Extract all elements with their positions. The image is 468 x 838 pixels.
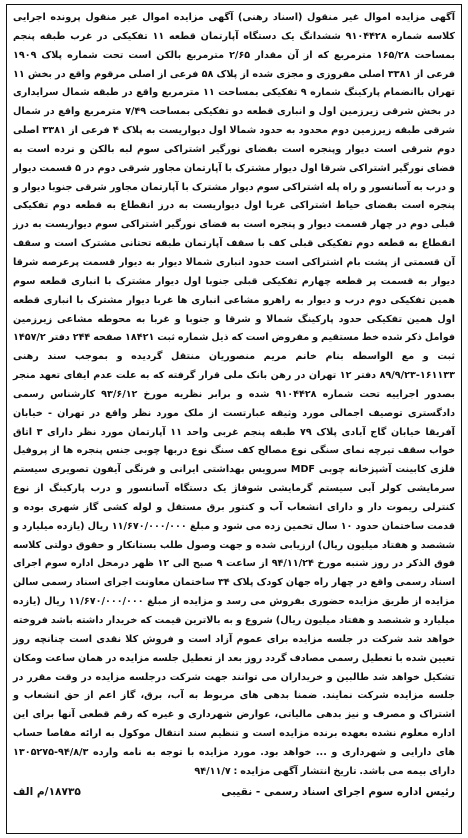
notice-body: آگهی مزایده اموال غیر منقول (اسناد رهنی) آگهی مزایده اموال غیر منقول پرونده اجرایی کلاسه شماره ۹۱۰۴۴۲۸ ششدانگ یک دستگاه آپارتمان قطعه ۱۱ تفکیکی در غرب طبقه پنجم بمساحت ۱۶۵/۲۸ مترمربع که از آن مقدار ۲/۶۵ مترمربع بالکن است تحت شماره پلاک ۱۹۰۹ فرعی از ۳۳۸۱ اصلی مفروزی و مجزی شده از پلاک ۵۸ فرعی از اصلی مرقوم واقع در بخش ۱۱ تهران باانضمام پارکینگ شماره ۹ تفکیکی بمساحت ۱۱ مترمربع واقع در طبقه شمال سرایداری در بخش شرقی زیرزمین اول و انباری قطعه دو تفکیکی بمساحت ۷/۴۹ مترمربع واقع در شمال شرقی طبقه زیرزمین دوم محدود به حدود شمالا اول دیواریست به پلاک ۴ فرعی از ۳۳۸۱ اصلی دوم شرقی است دیوار وپنجره است بفضای نورگیر اشتراکی سوم لبه بالکن و نرده است به فضای نورگیر اشتراکی شرقا اول دیوار مشترک با آپارتمان مجاور شرقی دوم در ۵ قسمت دیوار و درب به آسانسور و راه پله اشتراکی سوم دیوار مشترک با آپارتمان مجاور شرقی جنوبا دیوار و پنجره است بفضای حیاط اشتراکی غربا اول دیواریست به درز انقطاع به قطعه دوم تفکیکی قبلی دوم در چهار قسمت دیوار و پنجره است به فضای نورگیر اشتراکی سوم دیواریست به درز انقطاع به قطعه دوم تفکیکی قبلی کف با سقف آپارتمان طبقه تحتانی مشترک است و سقف آن قسمتی از پشت بام اشتراکی است حدود انباری شمالا دیوار به دیوار قسمت پرعرصه شرقا دیوار به قسمت پر قطعه چهارم تفکیکی قبلی جنوبا اول دیوار مشترک با انباری قطعه سوم همین تفکیکی دوم درب و دیوار به راهرو مشاعی انباری ها غربا دیوار مشترک با انباری قطعه اول همین تفکیکی حدود پارکینگ شمالا و شرقا و جنوبا و غربا به محوطه مشاعی زیرزمین فوامل ذکر شده خط مستقیم و مفروض است که ذیل شماره ثبت ۱۸۴۲۱ صفحه ۲۴۴ دفتر ۱۴۵۷/۲ ثبت و مع الواسطه بنام خانم مریم منصوریان منتقل گردیده و بموجب سند رهنی ۱۶۱۱۳۳-۸۹/۹/۲۳ دفتر ۱۲ تهران در رهن بانک ملی قرار گرفته که به علت عدم ایفای تعهد منجر بصدور اجراییه تحت شماره ۹۱۰۴۴۲۸ شده و برابر نظریه مورخ ۹۳/۶/۱۲ کارشناس رسمی دادگستری توصیف اجمالی مورد وثیقه عبارتست از ملک مورد نظر واقع در تهران - خیابان آفریقا خیابان گاج آبادی پلاک ۷۹ طبقه پنجم غربی واحد ۱۱ آپارتمان مورد نظر دارای ۳ اتاق خواب سقف تیرچه نمای سنگی نوع مصالح کف سنگ نوع دربها چوبی جنس پنجره ها از پروفیل فلزی کابینت آشپزخانه چوبی MDF سرویس بهداشتی ایرانی و فرنگی آیفون تصویری سیستم سرمایشی کولر آبی سیستم گرمایشی شوفاژ یک دستگاه آسانسور و درب پارکینگ از نوع کنترلی ریموت دار و دارای انشعاب آب و کنتور برق مستقل و لوله کشی گاز شهری بوده و قدمت ساختمان حدود ۱۰ سال تخمین زده می شود و مبلغ ۱۱/۶۷۰/۰۰۰/۰۰۰ ریال (یازده میلیارد و ششصد و هفتاد میلیون ریال) ارزیابی شده و جهت وصول طلب بستانکار و حقوق دولتی کلاسه فوق الذکر در روز شنبه مورخ ۹۴/۱۱/۲۴ از ساعت ۹ صبح الی ۱۲ ظهر درمحل اداره سوم اجرای اسناد رسمی واقع در چهار راه جهان کودک پلاک ۳۴ ساختمان معاونت اجرای اسناد رسمی سالن مزایده از طریق مزایده حضوری بفروش می رسد و مزایده از مبلغ ۱۱/۶۷۰/۰۰۰/۰۰۰ ریال (یازده میلیارد و ششصد و هفتاد میلیون ریال) شروع و به بالاترین قیمت که خریدار داشته باشد فروخته خواهد شد شرکت در جلسه مزایده برای عموم آزاد است و فروش کلا نقدی است چنانچه روز تعیین شده با تعطیل رسمی مصادف گردد روز بعد از تعطیل جلسه مزایده در همان ساعت ومکان تشکیل خواهد شد طالبین و خریداران می توانند جهت شرکت درجلسه مزایده در وقت مقرر در جلسه مزایده شرکت نمایند. ضمنا بدهی های مربوط به آب، برق، گاز اعم از حق انشعاب و اشتراک و مصرف و نیز بدهی مالیاتی، عوارض شهرداری و غیره که رقم قطعی آنها برای این اداره معلوم نشده بعهده برنده مزایده است و تنظیم سند انتقال موکول به ارائه مفاصا حساب های دارایی و شهرداری و ... خواهد بود. مورد مزایده با توجه به نامه وارده ۹۴/۸/۳-۱۳۰۵۲۷۵ دارای بیمه می باشد. تاریخ انتشار آگهی مزایده : ۹۴/۱۱/۷ <box>13 12 456 777</box>
notice-reference: ۱۸۷۳۵/م الف <box>13 785 81 798</box>
issuing-office: رئیس اداره سوم اجرای اسناد رسمی - نقیبی <box>221 785 455 798</box>
auction-notice <box>6 4 462 834</box>
notice-footer <box>13 782 455 802</box>
